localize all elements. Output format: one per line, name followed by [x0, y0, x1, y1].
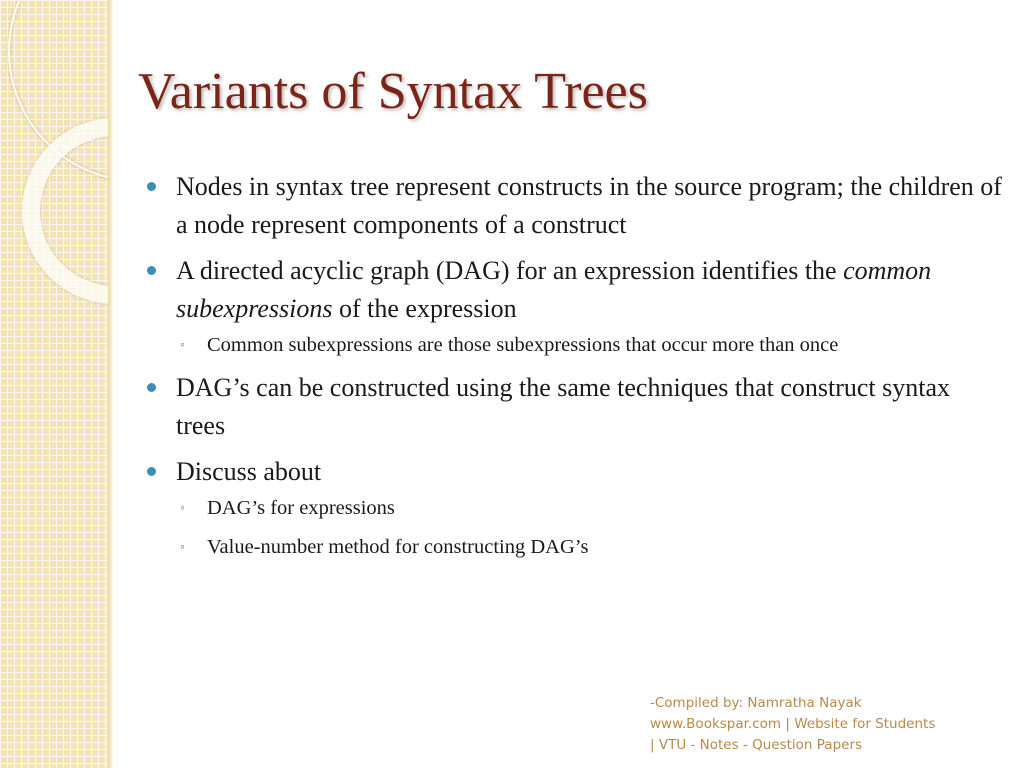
bullet-item	[144, 369, 1004, 445]
bullet-dot-icon	[147, 383, 156, 392]
bullet-text-part: of the expression	[332, 294, 517, 323]
bullet-list	[144, 168, 1004, 562]
bullet-text: Discuss about	[176, 457, 322, 486]
decorative-side-strip	[0, 0, 113, 768]
bullet-dot-icon	[147, 467, 156, 476]
side-strip-edge	[108, 0, 113, 768]
decorative-ring-small	[22, 118, 113, 304]
sub-bullet-text: Common subexpressions are those subexpressions that occur more than once	[207, 334, 839, 356]
bullet-text-emphasis: common subexpressions	[176, 256, 932, 323]
bullet-text: Nodes in syntax tree represent constructs in the source program; the children of a node represent components of a construct	[176, 172, 1002, 239]
bullet-item	[144, 252, 1004, 360]
bullet-text	[176, 256, 931, 323]
sub-bullet-text: DAG’s for expressions	[207, 497, 395, 519]
sub-bullet-item	[176, 330, 1004, 360]
footer-line: -Compiled by: Namratha Nayak	[650, 695, 862, 711]
footer-credits	[650, 693, 935, 756]
bullet-dot-icon	[147, 182, 156, 191]
ring-bullet-icon: ◦	[180, 540, 185, 555]
bullet-text-part: A directed acyclic graph (DAG) for an expression identifies the	[176, 256, 844, 285]
sub-bullet-list	[176, 493, 1004, 562]
bullet-item	[144, 168, 1004, 244]
bullet-item	[144, 453, 1004, 562]
bullet-text: DAG’s can be constructed using the same techniques that construct syntax trees	[176, 373, 951, 440]
footer-line: www.Bookspar.com | Website for Students	[650, 716, 936, 732]
ring-bullet-icon: ◦	[180, 338, 185, 353]
sub-bullet-item	[176, 532, 1004, 562]
ring-bullet-icon: ◦	[180, 501, 185, 516]
footer-line: | VTU - Notes - Question Papers	[650, 737, 863, 753]
sub-bullet-item	[176, 493, 1004, 523]
slide-title: Variants of Syntax Trees	[138, 63, 648, 120]
sub-bullet-list	[176, 330, 1004, 360]
bullet-dot-icon	[147, 266, 156, 275]
sub-bullet-text: Value-number method for constructing DAG’s	[207, 536, 589, 558]
slide-content	[144, 168, 1004, 571]
